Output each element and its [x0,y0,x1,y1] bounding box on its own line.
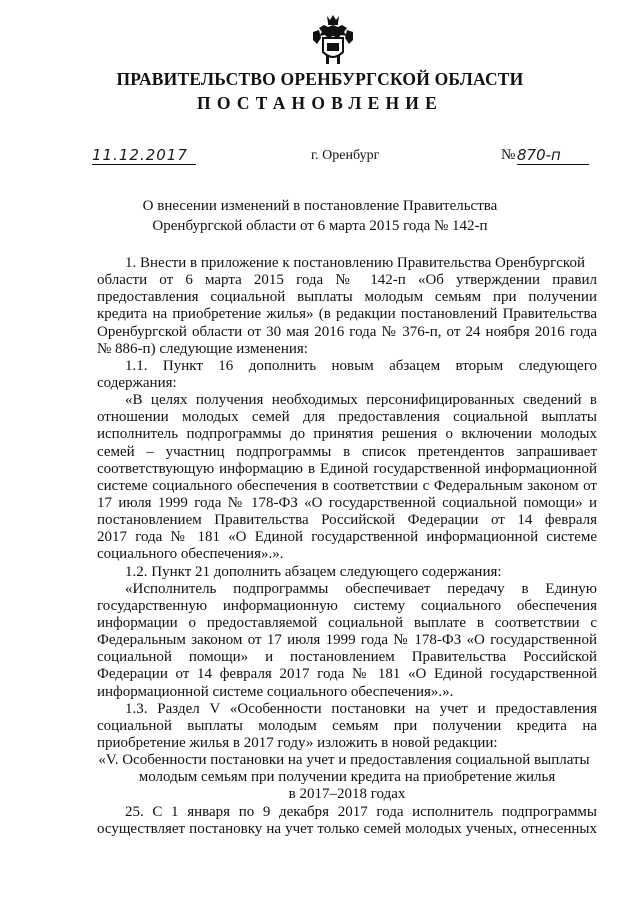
document-type-title: ПОСТАНОВЛЕНИЕ [197,93,443,113]
body-line: социальной выплаты молодым семьям при получении кредита на [97,717,597,734]
body-line: приобретение жилья в 2017 году» изложить в новой редакции: [97,734,498,751]
subject-line: О внесении изменений в постановление Правительства [142,198,498,214]
body-line: Оренбургской области от 30 мая 2016 года № 376-п, от 24 ноября 2016 года [97,323,597,340]
body-line: 1.2. Пункт 21 дополнить абзацем следующего содержания: [125,563,502,580]
body-line: 17 июля 1999 года № 178-ФЗ «О государственной социальной помощи» и [97,494,597,511]
body-line: исполнитель подпрограммы до принятия решения о включении молодых [97,426,597,443]
body-line: Федерации от 14 февраля 2017 года № 181 «О Единой государственной [97,666,597,683]
body-line: «В целях получения необходимых персонифицированных сведений в [125,392,597,409]
document-body [97,255,597,838]
subject-line: Оренбургской области от 6 марта 2015 года № 142-п [152,218,488,234]
body-line: 1.3. Раздел V «Особенности постановки на учет и предоставления [125,700,597,717]
body-line: осуществляет постановку на учет только семей молодых ученых, отнесенных [97,820,597,837]
body-line: содержания: [97,374,177,391]
body-line: предоставления социальной выплаты молодым семьям при получении [97,289,597,306]
body-line: № 886-п) следующие изменения: [97,340,308,357]
body-line: 2017 года № 181 «О Единой государственной информационной системе [97,529,597,546]
body-line: «Исполнитель подпрограммы обеспечивает передачу в Единую [125,580,597,597]
body-line: социальной помощи» и постановлением Правительства Российской [97,649,597,666]
body-line: отношении молодых семей для предоставления социальной выплаты [97,409,597,426]
body-line: семей – участниц подпрограммы в список претендентов запрашивает [97,443,597,460]
body-line: в 2017–2018 годах [288,786,406,803]
coat-of-arms-icon [311,14,355,66]
body-line: информационной системе социального обеспечения».». [97,683,454,700]
document-number: 870-п [517,146,589,165]
body-line: молодым семьям при получении кредита на приобретение жилья [138,769,556,786]
body-line: 1. Внести в приложение к постановлению Правительства Оренбургской [125,255,585,271]
body-line: 1.1. Пункт 16 дополнить новым абзацем вторым следующего [125,357,597,374]
number-label: № [501,147,516,163]
body-line: кредита на приобретение жилья» (в редакции постановлений Правительства [97,306,597,323]
document-date: 11.12.2017 [92,146,196,165]
body-line: социального обеспечения».». [97,546,284,563]
government-title: ПРАВИТЕЛЬСТВО ОРЕНБУРГСКОЙ ОБЛАСТИ [116,69,524,89]
body-line: «V. Особенности постановки на учет и предоставления социальной выплаты [98,752,590,769]
city-label: г. Оренбург [311,148,380,163]
body-line: соответствующую информацию в Единой государственной информационной [97,460,597,477]
body-line: области от 6 марта 2015 года № 142-п «Об утверждении правил [97,272,597,289]
body-line: информации о предоставляемой социальной выплате в соответствии с [97,614,597,631]
body-line: Федеральным законом от 17 июля 1999 года № 178-ФЗ «О государственной [97,632,597,649]
body-line: 25. С 1 января по 9 декабря 2017 года исполнитель подпрограммы [125,803,597,820]
document-subject [80,196,560,236]
body-line: государственную информационную систему социального обеспечения [97,597,597,614]
body-line: постановлением Правительства Российской Федерации от 14 февраля [97,512,597,529]
body-line: системе социального обеспечения в соответствии с Федеральным законом от [97,477,597,494]
